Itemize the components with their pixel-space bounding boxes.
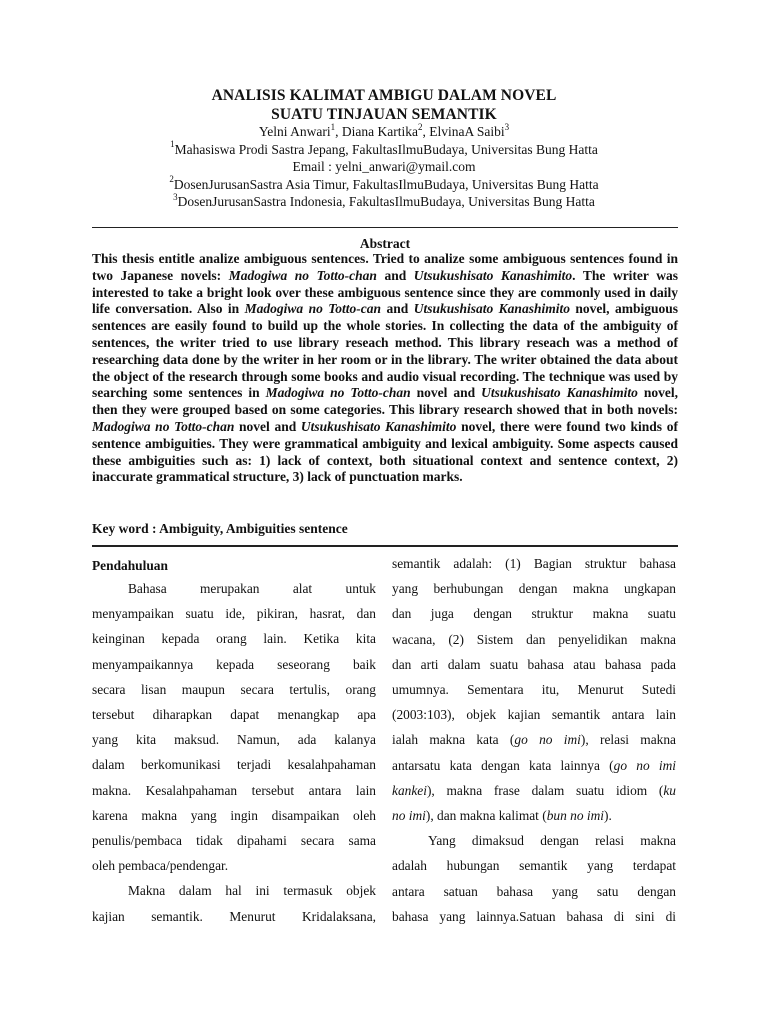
body-text-line [92, 752, 376, 777]
author-separator: , [422, 124, 430, 139]
text-run: ), makna frase dalam suatu idiom ( [426, 782, 664, 798]
abstract-novel-title: Madogiwa no Totto-chan [265, 385, 411, 401]
body-text-line [92, 601, 376, 626]
abstract-novel-title: Madogiwa no Totto-can [244, 301, 382, 317]
text-run: adalah hubungan semantik yang terdapat [392, 858, 676, 874]
affiliation-line [92, 141, 676, 159]
body-text-line [392, 677, 676, 702]
body-text-line [392, 652, 676, 677]
text-run: ), dan makna kalimat ( [425, 808, 547, 824]
author-superscript: 3 [504, 121, 510, 132]
abstract-novel-title: Utsukushisato Kanashimito [413, 301, 570, 317]
abstract-body [92, 251, 678, 486]
body-text-line [392, 627, 676, 652]
body-text-line [92, 626, 376, 651]
text-run: yang berhubungan dengan makna ungkapan [392, 581, 676, 597]
author-name: ElvinaA Saibi [429, 124, 505, 139]
text-run: keinginan kepada orang lain. Ketika kita [92, 631, 376, 647]
abstract-text: novel, then they were grouped based on some categories. This library research showed that in both novels: [92, 385, 678, 418]
keywords-line: Key word : Ambiguity, Ambiguities sentence [92, 521, 348, 536]
text-run: (2003:103), objek kajian semantik antara lain [392, 707, 676, 723]
affiliation-line [92, 193, 676, 211]
body-text-line [392, 803, 676, 828]
left-column-text [92, 576, 376, 929]
section-heading: Pendahuluan [92, 558, 168, 573]
abstract-text: This thesis entitle analize ambiguous sentences. Tried to analize some ambiguous sentences found in two Japanese novels: [92, 251, 678, 283]
text-run: oleh pembaca/pendengar. [92, 858, 229, 874]
body-column-left [92, 551, 376, 929]
text-run: penulis/pembaca tidak dipahami secara sama [92, 833, 376, 849]
body-text-line [392, 879, 676, 904]
abstract-novel-title: Utsukushisato Kanashimito [300, 418, 457, 434]
body-text-line [92, 652, 376, 677]
body-text-line [92, 727, 376, 752]
body-text-line [92, 677, 376, 702]
italic-term: no imi [392, 808, 426, 824]
abstract-text: . The writer was interested to take a bright look over these ambiguous sentence since they are commonly used in daily life conversation. Also in [92, 267, 678, 317]
italic-term: kankei [392, 782, 427, 798]
body-text-line [392, 551, 676, 576]
body-text-line [392, 904, 676, 929]
body-column-right [392, 551, 676, 929]
italic-term: go no imi [514, 732, 581, 748]
text-run: makna. Kesalahpahaman tersebut antara lain [92, 782, 376, 798]
abstract-text: and [376, 267, 414, 283]
abstract-text: novel, there were found two kinds of sentence ambiguities. They were grammatical ambiguity and lexical ambiguity. Some aspects caused these ambiguities such as: 1) lack of context, both situational context and sentence context, 2) inaccurate grammatical structure, 3) lack of punctuation marks. [92, 418, 678, 485]
text-run: umumnya. Sementara itu, Menurut Sutedi [392, 682, 676, 698]
abstract-text: novel, ambiguous sentences are easily found to build up the whole stories. In collecting the data of the ambiguity of sentences, the writer tried to use library reseach method. This library reseach was a method of researching data done by the writer in her room or in the library. The writer obtained the data about the object of the research through some books and audio visual recording. The technique was used by searching some sentences in [92, 301, 678, 401]
body-text-line [392, 727, 676, 752]
paper-title [92, 86, 676, 124]
affiliation-line [92, 176, 676, 194]
body-text-line [392, 753, 676, 778]
text-run: semantik adalah: (1) Bagian struktur bahasa [392, 556, 676, 571]
body-text-line [92, 803, 376, 828]
body-text-line [92, 853, 376, 878]
text-run: dan arti dalam suatu bahasa atau bahasa pada [392, 656, 676, 672]
author-name: Yelni Anwari [258, 124, 331, 139]
italic-term: go no imi [613, 757, 676, 773]
title-line-1: ANALISIS KALIMAT AMBIGU DALAM NOVEL [211, 87, 557, 104]
italic-term: ku [663, 782, 676, 798]
text-run: antarsatu kata dengan kata lainnya ( [392, 757, 614, 773]
body-text-line [92, 878, 376, 903]
affiliation-text: DosenJurusanSastra Indonesia, FakultasIlmuBudaya, Universitas Bung Hatta [177, 194, 595, 209]
affiliation-text: DosenJurusanSastra Asia Timur, FakultasIlmuBudaya, Universitas Bung Hatta [173, 176, 599, 192]
author-name: Diana Kartika [341, 124, 418, 139]
email-text: Email : yelni_anwari@ymail.com [292, 159, 476, 174]
body-text-line [392, 601, 676, 626]
text-run: bahasa yang lainnya.Satuan bahasa di sini di [392, 908, 676, 924]
text-run: karena makna yang ingin disampaikan oleh [92, 807, 376, 823]
body-text-line [392, 576, 676, 601]
abstract-novel-title: Utsukushisato Kanashimito [413, 267, 573, 283]
body-text-line [392, 702, 676, 727]
affiliation-text: Mahasiswa Prodi Sastra Jepang, FakultasIlmuBudaya, Universitas Bung Hatta [174, 141, 598, 157]
text-run: dan juga dengan struktur makna suatu [392, 606, 676, 622]
text-run: antara satuan bahasa yang satu dengan [392, 883, 676, 899]
author-block [92, 123, 676, 211]
body-text-line [92, 828, 376, 853]
text-run: Makna dalam hal ini termasuk objek [128, 883, 376, 899]
body-text-line [92, 702, 376, 727]
text-run: tersebut diharapkan dapat menangkap apa [92, 707, 376, 723]
italic-term: bun no imi [546, 808, 604, 824]
abstract-heading: Abstract [359, 236, 411, 251]
abstract-text: novel and [410, 385, 482, 401]
body-text-line [392, 828, 676, 853]
text-run: Bahasa merupakan alat untuk [128, 581, 376, 596]
body-text-line [392, 853, 676, 878]
text-run: yang kita maksud. Namun, ada kalanya [92, 732, 376, 748]
text-run: wacana, (2) Sistem dan penyelidikan makna [392, 631, 676, 647]
divider-top [92, 227, 678, 228]
text-run: menyampaikan suatu ide, pikiran, hasrat, dan [92, 606, 376, 622]
email-line [92, 158, 676, 176]
text-run: Yang dimaksud dengan relasi makna [428, 833, 676, 849]
text-run: secara lisan maupun secara tertulis, orang [92, 681, 376, 697]
author-superscript: 1 [330, 121, 336, 132]
text-run: ). [604, 808, 612, 824]
text-run: ialah makna kata ( [392, 732, 515, 748]
abstract-text: novel and [234, 418, 301, 434]
abstract-novel-title: Madogiwa no Totto-chan [228, 267, 377, 283]
affiliation-superscript: 3 [173, 191, 178, 202]
author-superscript: 2 [417, 121, 423, 132]
text-run: ), relasi makna [580, 732, 676, 748]
abstract-novel-title: Utsukushisato Kanashimito [481, 385, 638, 401]
title-line-2: SUATU TINJAUAN SEMANTIK [271, 106, 497, 123]
text-run: dalam berkomunikasi terjadi kesalahpahaman [92, 757, 376, 773]
author-names [92, 123, 676, 141]
body-text-line [92, 778, 376, 803]
affiliation-superscript: 1 [170, 139, 175, 149]
body-text-line [92, 904, 376, 929]
divider-bottom [92, 545, 678, 547]
text-run: menyampaikannya kepada seseorang baik [92, 656, 376, 672]
right-column-text [392, 551, 676, 929]
abstract-novel-title: Madogiwa no Totto-chan [92, 418, 235, 434]
text-run: kajian semantik. Menurut Kridalaksana, [92, 908, 376, 924]
author-separator: , [335, 124, 342, 139]
body-text-line [392, 778, 676, 803]
body-text-line [92, 576, 376, 601]
abstract-text: and [381, 301, 414, 317]
affiliation-superscript: 2 [169, 174, 174, 184]
